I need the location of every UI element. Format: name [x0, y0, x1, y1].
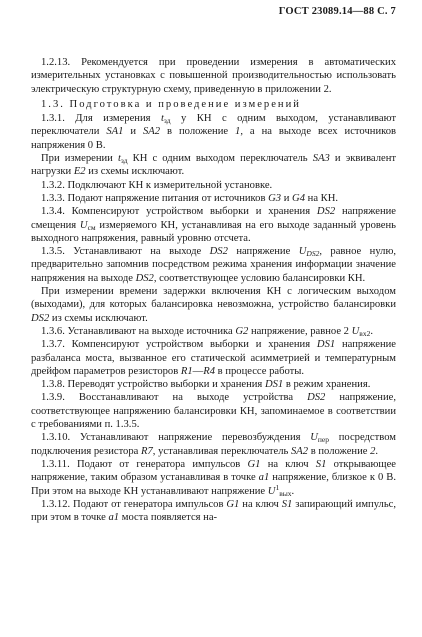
- page-header: ГОСТ 23089.14—88 С. 7: [278, 6, 396, 17]
- paragraph: 1.3.7. Компенсируют устройством выборки и хранения DS1 напряжение разбаланса моста, вызванное его статической асимметрией и температурным дрейфом параметров резисторов R1—R4 в процессе работы.: [31, 339, 396, 377]
- paragraph: 1.3.1. Для измерения $t_{зд}$ у КН с одним выходом, устанавливают переключатели SA1 и SA2 в положение 1, а на выходе всех источников напряжения 0 В.: [31, 113, 397, 151]
- paragraph: При измерении $t_{зд}$ КН с одним выходом переключатель SA3 и эквивалент нагрузки E2 из схемы исключают.: [31, 153, 397, 178]
- paragraph: 1.3.12. Подают от генератора импульсов G1 на ключ S1 запирающий импульс, при этом в точке a1 моста появляется на-: [31, 498, 397, 524]
- paragraph: 1.3.2. Подключают КН к измерительной установке.: [41, 179, 273, 191]
- paragraph: 1.3.9. Восстанавливают на выходе устройства DS2 напряжение, соответствующее напряжению балансировки КН, запоминаемое в соответствии с требованиями п. 1.3.5.: [31, 392, 396, 431]
- document-body: [31, 56, 396, 524]
- paragraph: 1.2.13. Рекомендуется при проведении измерения в автоматических измерительных установках с повышенной производительностью использовать электрическую структурную схему, приведенную в приложении 2.: [31, 57, 396, 95]
- paragraph: 1.3.10. Устанавливают напряжение перевозбуждения $U_{пер}$ посредством подключения резистора R7, устанавливая переключатель SA2 в положение 2.: [31, 432, 396, 457]
- paragraph: При измерении времени задержки включения КН с логическим выходом (выходами), для которых балансировка невозможна, устройство балансировки DS2 из схемы исключают.: [31, 286, 396, 324]
- paragraph: 1.3.3. Подают напряжение питания от источников G3 и G4 на КН.: [41, 192, 339, 204]
- paragraph: 1.3.11. Подают от генератора импульсов G1 на ключ S1 открывающее напряжение, таким образом устанавливая в точке a1 напряжение, близкое к 0 В. При этом на выходе КН устанавливают напряжение $U^1_{вых}$.: [31, 458, 397, 498]
- section-heading: 1.3. Подготовка и проведение измерений: [41, 98, 301, 110]
- paragraph: 1.3.5. Устанавливают на выходе DS2 напряжение $U_{DS2}$, равное нулю, предварительно запомнив посредством режима хранения информации значение напряжения на выходе DS2, соответствующее условию балансировки КН.: [31, 246, 397, 284]
- paragraph: 1.3.6. Устанавливают на выходе источника G2 напряжение, равное 2 $U_{вх2}$.: [41, 325, 373, 338]
- paragraph: 1.3.8. Переводят устройство выборки и хранения DS1 в режим хранения.: [41, 379, 371, 391]
- paragraph: 1.3.4. Компенсируют устройством выборки и хранения DS2 напряжение смещения $U_{см}$ измеряемого КН, устанавливая на его выходе заданный уровень выходного напряжения, равный уровню отсчета.: [31, 206, 397, 244]
